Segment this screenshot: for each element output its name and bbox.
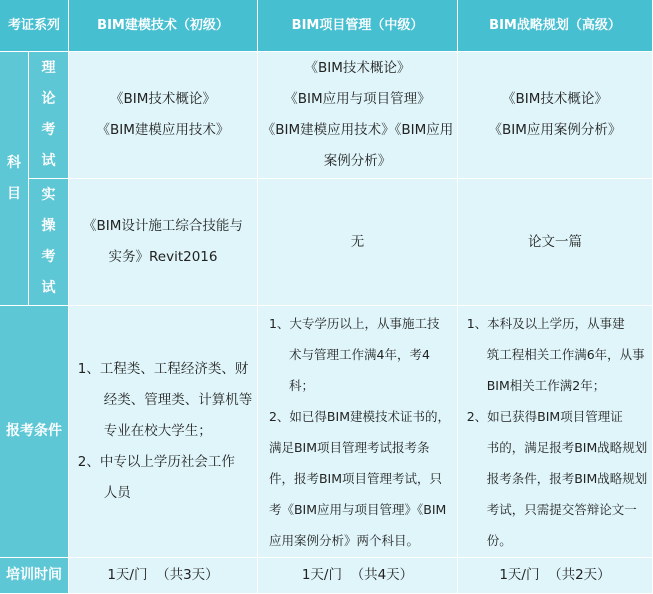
conditions-senior-line: 筑工程相关工作满6年，从事 xyxy=(486,346,645,362)
conditions-junior xyxy=(69,306,258,558)
conditions-junior-line: 人员 xyxy=(103,485,131,501)
theory-junior-line: 《BIM技术概论》 xyxy=(110,91,216,107)
theory-senior xyxy=(458,52,653,179)
practice-junior-line: 《BIM设计施工综合技能与 xyxy=(83,218,243,234)
training-senior: 1天/门 （共2天） xyxy=(458,558,653,594)
practice-exam-label xyxy=(29,179,69,306)
conditions-intermediate-line: 考《BIM应用与项目管理》《BIM xyxy=(268,501,447,517)
conditions-senior-line: 1、本科及以上学历，从事建 xyxy=(466,315,625,331)
practice-intermediate: 无 xyxy=(258,179,458,306)
conditions-senior-line: 报考条件，报考BIM战略规划 xyxy=(486,470,648,486)
conditions-intermediate-line: 2、如已得BIM建模技术证书的， xyxy=(268,408,450,424)
practice-senior: 论文一篇 xyxy=(458,179,653,306)
practice-char: 操 xyxy=(41,218,56,234)
practice-char: 试 xyxy=(41,280,56,296)
theory-intermediate-line: 《BIM建模应用技术》《BIM应用 xyxy=(261,122,454,138)
theory-senior-line: 《BIM应用案例分析》 xyxy=(488,122,622,138)
theory-char: 考 xyxy=(41,122,56,138)
conditions-senior-line: 份。 xyxy=(486,532,512,548)
conditions-senior-line: 考试，只需提交答辩论文一 xyxy=(486,501,637,517)
conditions-intermediate-line: 1、大专学历以上，从事施工技 xyxy=(268,315,440,331)
header-senior: BIM战略规划（高级） xyxy=(458,0,653,52)
conditions-junior-line: 1、工程类、工程经济类、财 xyxy=(77,361,249,377)
conditions-intermediate-line: 满足BIM项目管理考试报考条 xyxy=(268,439,430,455)
practice-char: 实 xyxy=(41,187,56,203)
theory-char: 论 xyxy=(41,91,56,107)
training-intermediate: 1天/门 （共4天） xyxy=(258,558,458,594)
conditions-label: 报考条件 xyxy=(0,306,69,558)
training-time-label: 培训时间 xyxy=(0,558,69,594)
practice-char: 考 xyxy=(41,249,56,265)
practice-junior xyxy=(69,179,258,306)
conditions-senior-line: BIM相关工作满2年； xyxy=(486,377,606,393)
training-junior: 1天/门 （共3天） xyxy=(69,558,258,594)
conditions-intermediate-line: 应用案例分析》两个科目。 xyxy=(268,532,419,548)
conditions-intermediate-line: 科； xyxy=(288,377,314,393)
conditions-senior-line: 2、如已获得BIM项目管理证 xyxy=(466,408,623,424)
conditions-junior-line: 专业在校大学生； xyxy=(103,423,212,439)
subject-char: 目 xyxy=(7,185,21,202)
subject-label xyxy=(0,52,29,306)
practice-junior-line: 实务》Revit2016 xyxy=(108,249,218,265)
conditions-intermediate xyxy=(258,306,458,558)
header-intermediate: BIM项目管理（中级） xyxy=(258,0,458,52)
theory-intermediate-line: 案例分析》 xyxy=(323,153,392,169)
conditions-junior-line: 经类、管理类、计算机等 xyxy=(103,392,253,408)
theory-junior-line: 《BIM建模应用技术》 xyxy=(96,122,230,138)
header-series: 考证系列 xyxy=(0,0,69,52)
theory-intermediate-line: 《BIM应用与项目管理》 xyxy=(284,91,431,107)
conditions-junior-line: 2、中专以上学历社会工作 xyxy=(77,454,235,470)
subject-char: 科 xyxy=(7,154,21,171)
header-junior: BIM建模技术（初级） xyxy=(69,0,258,52)
theory-junior xyxy=(69,52,258,179)
theory-char: 理 xyxy=(41,60,56,76)
theory-intermediate-line: 《BIM技术概论》 xyxy=(304,60,411,76)
theory-char: 试 xyxy=(41,153,56,169)
conditions-senior-line: 书的，满足报考BIM战略规划 xyxy=(486,439,648,455)
conditions-intermediate-line: 件，报考BIM项目管理考试，只 xyxy=(268,470,443,486)
theory-intermediate xyxy=(258,52,458,179)
conditions-senior xyxy=(458,306,653,558)
theory-senior-line: 《BIM技术概论》 xyxy=(502,91,608,107)
conditions-intermediate-line: 术与管理工作满4年，考4 xyxy=(288,346,430,362)
theory-exam-label xyxy=(29,52,69,179)
